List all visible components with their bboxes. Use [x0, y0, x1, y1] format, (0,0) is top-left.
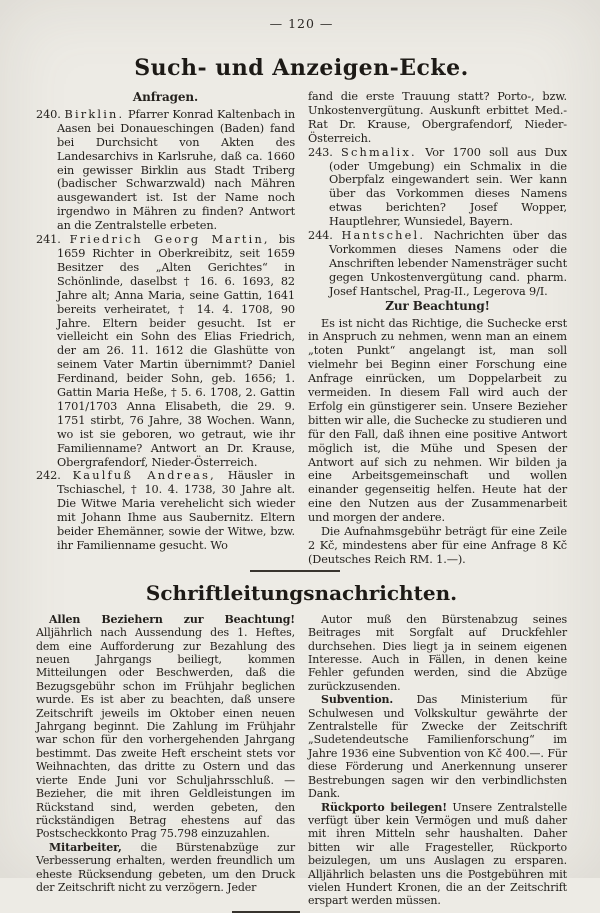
beachtung-paragraph-2: Die Aufnahmsgebühr beträgt für eine Zeile 2 Kč, mindestens aber für eine Anfrage 8 Kč (Deutsches Reich RM. 1.—).	[308, 525, 567, 566]
entry-surname: Birklin.	[64, 107, 125, 121]
schriftleitung-columns	[36, 613, 567, 908]
entry-241	[36, 233, 295, 469]
section-end-rule	[250, 570, 340, 572]
entry-text: bis 1659 Richter in Oberkreibitz, seit 1659 Besitzer des „Alten Gerichtes“ in Schönlinde, daselbst † 16. 6. 1693, 82 Jahre alt; Anna Maria, seine Gattin, 1641 bereits verheiratet, † 14. 4. 1708, 90 Jahre. Eltern beider gesucht. Ist er vielleicht ein Sohn des Elias Friedrich, der am 26. 11. 1612 die Glashütte von seinem Vater Martin übernimmt? Daniel Ferdinand, beider Sohn, geb. 1656; 1. Gattin Maria Heße, † 5. 6. 1708, 2. Gattin 1701/1703 Anna Elisabeth, die 29. 9. 1751 stirbt, 76 Jahre, 38 Wochen. Wann, wo ist sie geboren, wo getraut, wie ihr Familienname? Antwort an Dr. Krause, Obergrafendorf, Nieder-Österreich.	[57, 233, 295, 469]
notice-subvention	[308, 693, 567, 800]
entry-surname: Hantschel.	[341, 229, 426, 243]
page-number: — 120 —	[269, 16, 334, 31]
notice-bezieher	[36, 613, 295, 841]
entry-number: 243.	[308, 145, 333, 159]
entry-surname: Kaulfuß Andreas,	[72, 469, 216, 483]
entry-text: Pfarrer Konrad Kaltenbach in Aasen bei Donaueschingen (Baden) fand bei Durchsicht von Akten des Landesarchivs in Karlsruhe, daß ca. 1660 ein gewisser Birklin aus Stadt Triberg (badischer Schwarzwald) nach Mähren ausgewandert ist. Ist der Name noch irgendwo in Mähren zu finden? Antwort an die Zentralstelle erbeten.	[57, 107, 295, 233]
notice-text: die Bürstenabzüge zur Verbesserung erhalten, werden freundlich um eheste Rücksendung gebeten, um den Druck der Zeitschrift nicht zu verzögern. Jeder	[36, 840, 295, 894]
column-end-rule	[232, 911, 300, 913]
entry-text: Nachrichten über das Vorkommen dieses Namens oder die Anschriften lebender Namensträger sucht gegen Unkostenvergütung cand. pharm. Josef Hantschel, Prag-II., Legerova 9/I.	[329, 229, 567, 298]
entry-text: Vor 1700 soll aus Dux (oder Umgebung) ein Schmalix in die Oberpfalz eingewandert sein. Wer kann über das Vorkommen dieses Namens etwas berichten? Josef Wopper, Hauptlehrer, Wunsiedel, Bayern.	[329, 145, 567, 229]
entry-text: Häusler in Tschiaschel, † 10. 4. 1738, 30 Jahre alt. Die Witwe Maria verehelicht sich wieder mit Johann Ihme aus Saubernitz. Eltern beider Ehemänner, sowie der Witwe, bzw. ihr Familienname gesucht. Wo	[57, 469, 295, 552]
entry-244	[308, 229, 567, 299]
section-title-schriftleitung: Schriftleitungsnachrichten.	[145, 580, 458, 605]
schriftleitung-left-column	[36, 613, 295, 908]
suchecke-left-column	[36, 90, 295, 567]
entry-240	[36, 108, 295, 233]
notice-lead: Subvention.	[321, 693, 394, 707]
suchecke-columns	[36, 90, 567, 567]
notice-text: Unsere Zentralstelle verfügt über kein Vermögen und muß daher mit ihren Mitteln sehr haushalten. Daher bitten wir alle Fragesteller, Rückporto beizulegen, um uns Auslagen zu ersparen. Alljährlich belasten uns die Postgebühren mit vielen Hundert Kronen, die an der Zeitschrift erspart werden müssen.	[308, 800, 567, 908]
entry-number: 244.	[308, 229, 333, 243]
suchecke-right-column	[308, 90, 567, 567]
notice-lead: Mitarbeiter,	[49, 840, 122, 854]
notice-text: Autor muß den Bürstenabzug seines Beitrages mit Sorgfalt auf Druckfehler durchsehen. Dies liegt ja in seinem eigenen Interesse. Auch in Fällen, in denen keine Fehler gefunden werden, sind die Abzüge zurückzusenden.	[308, 612, 567, 693]
notice-mitarbeiter	[36, 841, 295, 895]
anfragen-heading: Anfragen.	[132, 90, 199, 104]
entry-243	[308, 146, 567, 229]
schriftleitung-right-column	[308, 613, 567, 908]
notice-lead: Rückporto beilegen!	[321, 800, 447, 814]
zur-beachtung-heading: Zur Beachtung!	[385, 298, 490, 313]
entry-number: 241.	[36, 233, 61, 247]
notice-text: Alljährlich nach Aussendung des 1. Heftes, dem eine Aufforderung zur Bezahlung des neuen Jahrgangs beiliegt, kommen Mitteilungen oder Beschwerden, daß die Bezugsgebühr schon im Frühjahr beglichen wurde. Es ist aber zu beachten, daß unsere Zeitschrift jeweils im Oktober einen neuen Jahrgang beginnt. Die Zahlung im Frühjahr war schon für den vorhergehenden Jahrgang bestimmt. Das zweite Heft erscheint stets vor Weihnachten, das dritte zu Ostern und das vierte Ende Juni vor Schuljahrsschluß. — Bezieher, die mit ihren Geldleistungen im Rückstand sind, werden gebeten, den rückständigen Betrag ehestens auf das Postscheckkonto Prag 75.798 einzuzahlen.	[36, 626, 295, 841]
entry-number: 240.	[36, 107, 61, 121]
entry-surname: Friedrich Georg Martin,	[69, 233, 270, 247]
entry-242	[36, 469, 295, 552]
entry-number: 242.	[36, 469, 61, 483]
notice-rueckporto	[308, 801, 567, 908]
entry-242-continuation: fand die erste Trauung statt? Porto-, bzw. Unkostenvergütung. Auskunft erbittet Med.-Rat Dr. Krause, Obergrafendorf, Nieder-Österreich.	[308, 90, 567, 145]
beachtung-paragraph-1: Es ist nicht das Richtige, die Suchecke erst in Anspruch zu nehmen, wenn man an einem „toten Punkt“ angelangt ist, man soll vielmehr bei Beginn einer Forschung eine Anfrage einrücken, um Doppelarbeit zu vermeiden. In diesem Fall wird auch der Erfolg ein günstigerer sein. Unsere Bezieher bitten wir alle, die Suchecke zu studieren und für den Fall, daß ihnen eine positive Antwort möglich ist, die Mühe und Spesen der Antwort auf sich zu nehmen. Wir bilden ja eine Arbeitsgemeinschaft und wollen einander gegenseitig helfen. Heute hat der eine den Nutzen aus der Zusammenarbeit und morgen der andere.	[308, 316, 567, 525]
notice-autor	[308, 613, 567, 693]
notice-text: Das Ministerium für Schulwesen und Volkskultur gewährte der Zentralstelle für Zwecke der Zeitschrift „Sudetendeutsche Familienforschung“ im Jahre 1936 eine Subvention von Kč 400.—. Für diese Förderung und Anerkennung unserer Bestrebungen sagen wir den verbindlichsten Dank.	[308, 693, 567, 801]
entry-surname: Schmalix.	[341, 145, 417, 159]
notice-lead: Allen Beziehern zur Beachtung!	[49, 612, 295, 626]
section-title-suchecke: Such- und Anzeigen-Ecke.	[134, 55, 469, 81]
